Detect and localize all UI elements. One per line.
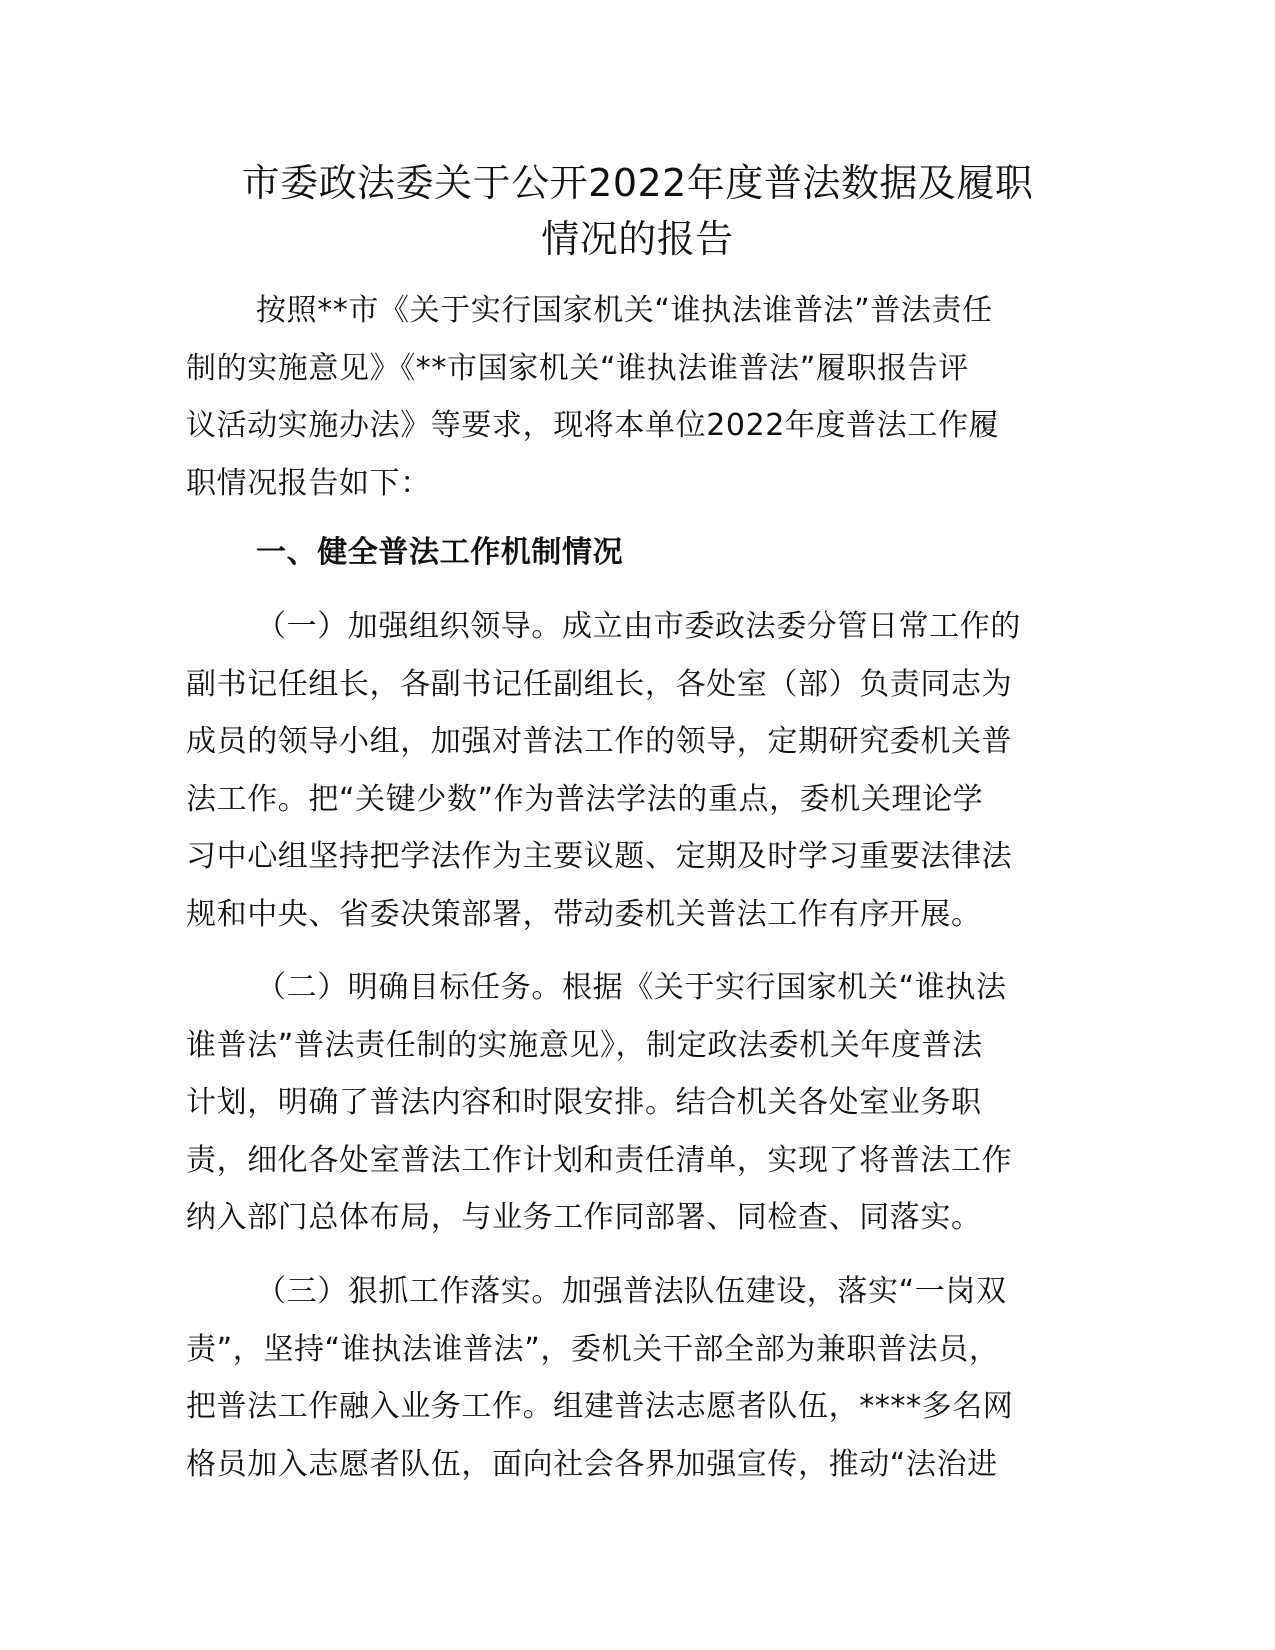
text-line: 法工作。把“关键少数”作为普法学法的重点，委机关理论学 — [186, 781, 984, 817]
text-line: 规和中央、省委决策部署，带动委机关普法工作有序开展。 — [186, 896, 982, 932]
text-line: 制的实施意见》《**市国家机关“谁执法谁普法”履职报告评 — [186, 350, 969, 386]
text-line: （二）明确目标任务。根据《关于实行国家机关“谁执法 — [256, 970, 1007, 1005]
text-line: （三）狠抓工作落实。加强普法队伍建设，落实“一岗双 — [256, 1274, 1007, 1309]
text-line: 职情况报告如下： — [186, 465, 431, 501]
text-line: 格员加入志愿者队伍，面向社会各界加强宣传，推动“法治进 — [186, 1446, 998, 1482]
text-line: 责”，坚持“谁执法谁普法”，委机关干部全部为兼职普法员， — [186, 1331, 1000, 1367]
text-line: 纳入部门总体布局，与业务工作同部署、同检查、同落实。 — [186, 1200, 982, 1236]
text-line: 计划，明确了普法内容和时限安排。结合机关各处室业务职 — [186, 1085, 982, 1121]
text-line: 习中心组坚持把学法作为主要议题、定期及时学习重要法律法 — [186, 839, 1013, 875]
text-line: 按照**市《关于实行国家机关“谁执法谁普法”普法责任 — [256, 293, 993, 328]
paragraph-implementation — [186, 1263, 1086, 1493]
intro-paragraph — [186, 282, 1086, 512]
text-line: 谁普法”普法责任制的实施意见》，制定政法委机关年度普法 — [186, 1027, 983, 1063]
document-title-line-2: 情况的报告 — [541, 217, 734, 261]
paragraph-targets — [186, 959, 1086, 1247]
text-line: 议活动实施办法》等要求，现将本单位2022年度普法工作履 — [186, 408, 1000, 444]
text-line: 副书记任组长，各副书记任副组长，各处室（部）负责同志为 — [186, 666, 1013, 702]
document-title-line-1: 市委政法委关于公开2022年度普法数据及履职 — [241, 161, 1034, 205]
section-heading-1: 一、健全普法工作机制情况 — [256, 535, 624, 570]
text-line: 成员的领导小组，加强对普法工作的领导，定期研究委机关普 — [186, 724, 1013, 760]
paragraph-organization — [186, 598, 1086, 944]
text-line: 责，细化各处室普法工作计划和责任清单，实现了将普法工作 — [186, 1142, 1013, 1178]
text-line: （一）加强组织领导。成立由市委政法委分管日常工作的 — [256, 609, 1021, 644]
text-line: 把普法工作融入业务工作。组建普法志愿者队伍，****多名网 — [186, 1389, 1014, 1425]
